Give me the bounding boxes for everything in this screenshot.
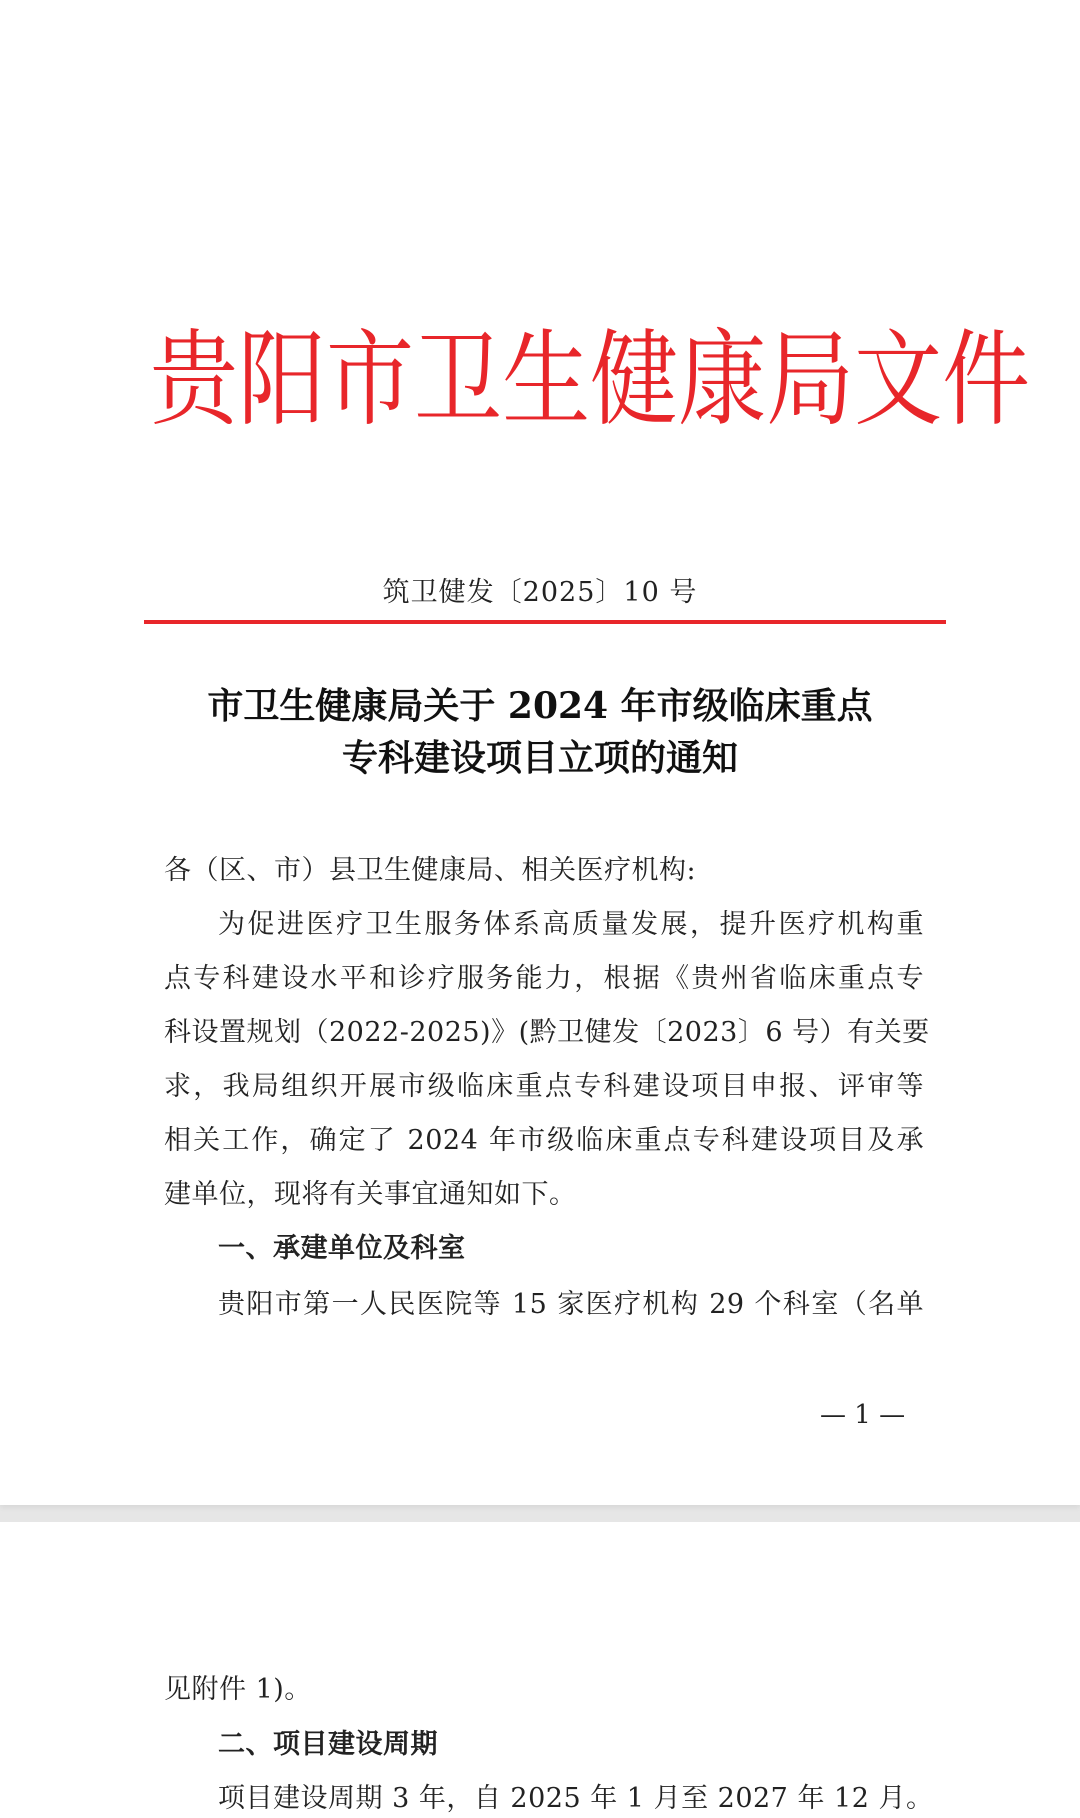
document-title-line-2: 专科建设项目立项的通知 xyxy=(341,737,738,779)
paragraph-line: 贵阳市第一人民医院等 15 家医疗机构 29 个科室（名单 xyxy=(218,1289,924,1320)
document-page-2 xyxy=(0,1522,1080,1818)
masthead-char: 贵 xyxy=(150,318,239,441)
paragraph-line: 点专科建设水平和诊疗服务能力，根据《贵州省临床重点专 xyxy=(164,963,924,994)
salutation: 各（区、市）县卫生健康局、相关医疗机构: xyxy=(164,855,697,886)
document-title-line-1: 市卫生健康局关于 2024 年市级临床重点 xyxy=(207,685,873,727)
red-divider-line xyxy=(144,620,946,624)
paragraph-line: 项目建设周期 3 年，自 2025 年 1 月至 2027 年 12 月。 xyxy=(218,1783,934,1814)
paragraph-line: 求，我局组织开展市级临床重点专科建设项目申报、评审等 xyxy=(164,1071,924,1102)
document-number: 筑卫健发〔2025〕10 号 xyxy=(382,577,698,608)
masthead-char: 市 xyxy=(326,318,415,441)
paragraph-line: 相关工作，确定了 2024 年市级临床重点专科建设项目及承 xyxy=(164,1125,924,1156)
masthead-char: 卫 xyxy=(414,318,503,441)
paragraph-line: 建单位，现将有关事宜通知如下。 xyxy=(164,1179,577,1210)
paragraph-line: 为促进医疗卫生服务体系高质量发展，提升医疗机构重 xyxy=(218,909,924,940)
masthead-char: 局 xyxy=(766,318,855,441)
masthead-char: 健 xyxy=(590,318,679,441)
section-heading-1: 一、承建单位及科室 xyxy=(218,1233,466,1264)
paragraph-line: 见附件 1)。 xyxy=(164,1674,312,1705)
masthead-title xyxy=(150,282,1031,441)
masthead-char: 阳 xyxy=(238,318,327,441)
masthead-char: 件 xyxy=(942,318,1031,441)
paragraph-line: 科设置规划（2022-2025)》(黔卫健发〔2023〕6 号）有关要 xyxy=(164,1017,930,1048)
masthead-char: 生 xyxy=(502,318,591,441)
page-number: — 1 — xyxy=(820,1400,906,1430)
masthead-char: 康 xyxy=(678,318,767,441)
section-heading-2: 二、项目建设周期 xyxy=(218,1729,438,1760)
masthead-char: 文 xyxy=(854,318,943,441)
